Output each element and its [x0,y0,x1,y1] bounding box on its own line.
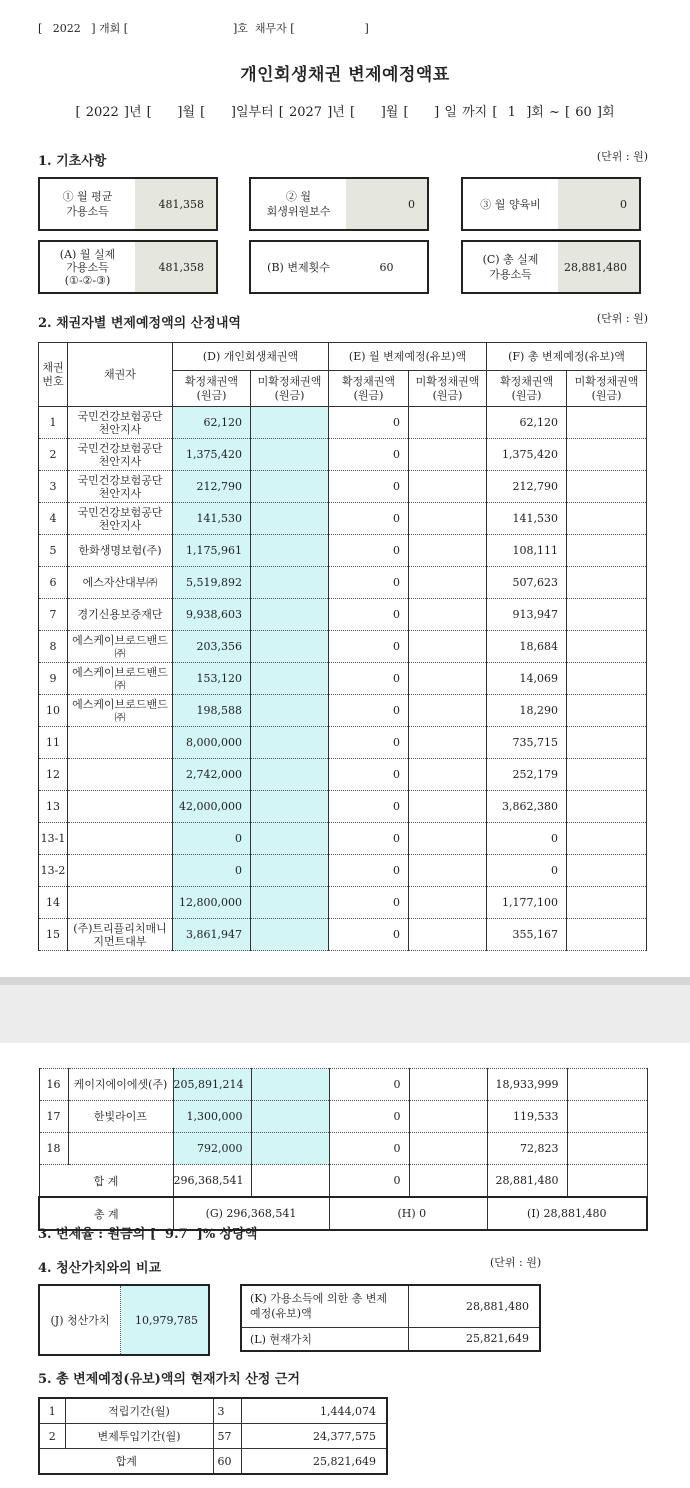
repayment-count-label: (B) 변제횟수 [267,260,330,274]
total-unconfirmed [567,599,647,631]
table-row [39,823,647,855]
col-d-confirmed: 확정채권액 (원금) [173,371,251,407]
claim-confirmed: 3,861,947 [173,919,251,951]
creditor-no: 18 [39,1133,68,1165]
monthly-confirmed: 0 [329,1069,409,1101]
table-row [39,407,647,439]
repayment-period: [ 2022 ]년 [ ]월 [ ]일부터 [ 2027 ]년 [ ]월 [ ] 일 까지 [ 1 ]회 ~ [ 60 ]회 [75,105,615,120]
total-repayment-value: 28,881,480 [408,1285,540,1327]
total-unconfirmed [567,503,647,535]
basis-row-2-value: 24,377,575 [241,1424,387,1449]
monthly-unconfirmed [409,791,487,823]
monthly-unconfirmed [409,407,487,439]
child-support-label: ③ 월 양육비 [480,197,541,211]
comparison-table [240,1284,541,1352]
total-confirmed: 3,862,380 [487,791,567,823]
monthly-unconfirmed [409,471,487,503]
claim-unconfirmed [251,727,329,759]
total-confirmed: 18,290 [487,695,567,727]
basis-row-2-no: 2 [39,1424,65,1449]
creditor-name: 경기신용보증재단 [68,599,173,631]
claim-unconfirmed [251,887,329,919]
total-unconfirmed [567,439,647,471]
basis-row-2-months: 57 [213,1424,241,1449]
table-row [39,631,647,663]
creditor-no: 2 [39,439,68,471]
table-row [39,759,647,791]
creditor-name: 국민건강보험공단 천안지사 [68,471,173,503]
claim-unconfirmed [251,407,329,439]
total-confirmed: 119,533 [487,1101,567,1133]
claim-confirmed: 62,120 [173,407,251,439]
monthly-confirmed: 0 [329,567,409,599]
creditor-no: 15 [39,919,68,951]
page-title: 개인회생채권 변제예정액표 [240,65,450,85]
subtotal-label: 합 계 [39,1165,173,1198]
monthly-confirmed: 0 [329,471,409,503]
total-i: (I) 28,881,480 [487,1197,647,1230]
monthly-unconfirmed [409,759,487,791]
monthly-unconfirmed [409,663,487,695]
subtotal-d: 296,368,541 [173,1165,251,1198]
creditor-name [68,791,173,823]
monthly-confirmed: 0 [329,407,409,439]
creditor-name [68,823,173,855]
claim-unconfirmed [251,631,329,663]
claim-confirmed: 0 [173,823,251,855]
subtotal-e: 0 [329,1165,409,1198]
claim-unconfirmed [251,1101,329,1133]
total-unconfirmed [567,407,647,439]
monthly-confirmed: 0 [329,695,409,727]
section2-unit: (단위 : 원) [596,312,648,325]
creditor-name: (주)트리플리치매니 지먼트대부 [68,919,173,951]
claim-unconfirmed [251,1133,329,1165]
creditor-no: 16 [39,1069,68,1101]
claim-unconfirmed [251,471,329,503]
total-unconfirmed [567,471,647,503]
subtotal-f: 28,881,480 [487,1165,567,1198]
creditor-table [38,342,647,951]
table-row [39,919,647,951]
monthly-confirmed: 0 [329,439,409,471]
total-unconfirmed [567,631,647,663]
table-row [39,1133,647,1165]
section4-unit: (단위 : 원) [490,1256,542,1269]
creditor-no: 4 [39,503,68,535]
section5-heading: 5. 총 변제예정(유보)액의 현재가치 산정 근거 [38,1372,300,1387]
monthly-avg-income-box [38,177,218,231]
monthly-confirmed: 0 [329,663,409,695]
trustee-fee-label: ② 월 회생위원보수 [266,190,331,218]
monthly-avg-income-label: ① 월 평균 가용소득 [62,190,113,218]
total-unconfirmed [567,1069,647,1101]
basis-row-2-label: 변제투입기간(월) [65,1424,213,1449]
claim-confirmed: 792,000 [173,1133,251,1165]
total-confirmed: 1,375,420 [487,439,567,471]
monthly-real-income-label: (A) 월 실제 가용소득 (①-②-③) [59,247,116,287]
monthly-unconfirmed [409,1133,487,1165]
claim-confirmed: 141,530 [173,503,251,535]
claim-unconfirmed [251,535,329,567]
table-row [39,1069,647,1101]
total-unconfirmed [567,791,647,823]
table-row [39,439,647,471]
col-e-monthly: (E) 월 변제예정(유보)액 [329,343,487,371]
total-unconfirmed [567,1101,647,1133]
monthly-unconfirmed [409,439,487,471]
case-header: [ 2022 ] 개회 [ ]호 채무자 [ ] [38,22,369,35]
total-unconfirmed [567,1133,647,1165]
claim-unconfirmed [251,855,329,887]
monthly-unconfirmed [409,855,487,887]
creditor-name: 에스자산대부㈜ [68,567,173,599]
claim-unconfirmed [251,1069,329,1101]
total-unconfirmed [567,535,647,567]
creditor-table-continued [38,1068,648,1231]
basis-row-1-value: 1,444,074 [241,1398,387,1424]
col-d-unconfirmed: 미확정채권액 (원금) [251,371,329,407]
creditor-no: 12 [39,759,68,791]
creditor-name [68,727,173,759]
col-e-confirmed: 확정채권액 (원금) [329,371,409,407]
claim-confirmed: 12,800,000 [173,887,251,919]
table-row [39,535,647,567]
table-row [39,503,647,535]
creditor-name [68,887,173,919]
claim-confirmed: 153,120 [173,663,251,695]
claim-unconfirmed [251,823,329,855]
monthly-confirmed: 0 [329,1101,409,1133]
monthly-unconfirmed [409,503,487,535]
total-confirmed: 252,179 [487,759,567,791]
monthly-unconfirmed [409,919,487,951]
creditor-name: 한빛라이프 [68,1101,173,1133]
present-value-value: 25,821,649 [408,1327,540,1351]
section1-unit: (단위 : 원) [596,150,648,163]
total-unconfirmed [567,727,647,759]
claim-confirmed: 5,519,892 [173,567,251,599]
claim-confirmed: 203,356 [173,631,251,663]
monthly-unconfirmed [409,1069,487,1101]
monthly-confirmed: 0 [329,503,409,535]
creditor-name: 케이지에이에셋(주) [68,1069,173,1101]
claim-confirmed: 1,375,420 [173,439,251,471]
monthly-unconfirmed [409,535,487,567]
total-h: (H) 0 [329,1197,487,1230]
creditor-no: 3 [39,471,68,503]
table-row [39,791,647,823]
claim-confirmed: 1,175,961 [173,535,251,567]
monthly-confirmed: 0 [329,759,409,791]
total-real-income-label: (C) 총 실제 가용소득 [482,253,539,281]
monthly-real-income-value: 481,358 [135,242,216,292]
monthly-unconfirmed [409,1101,487,1133]
subtotal-row [39,1165,647,1198]
creditor-no: 8 [39,631,68,663]
total-real-income-box [461,240,641,294]
claim-unconfirmed [251,567,329,599]
total-repayment-label: (K) 가용소득에 의한 총 변제 예정(유보)액 [241,1285,408,1327]
creditor-no: 13-2 [39,855,68,887]
basis-total-months: 60 [213,1449,241,1475]
monthly-unconfirmed [409,599,487,631]
monthly-confirmed: 0 [329,727,409,759]
table-row [39,855,647,887]
claim-confirmed: 0 [173,855,251,887]
claim-confirmed: 8,000,000 [173,727,251,759]
table-row [39,887,647,919]
total-confirmed: 913,947 [487,599,567,631]
total-confirmed: 62,120 [487,407,567,439]
col-e-unconfirmed: 미확정채권액 (원금) [409,371,487,407]
section4-heading: 4. 청산가치와의 비교 [38,1261,162,1276]
total-confirmed: 212,790 [487,471,567,503]
total-confirmed: 0 [487,855,567,887]
claim-unconfirmed [251,695,329,727]
table-row [39,567,647,599]
liquidation-value-box [38,1284,210,1356]
monthly-confirmed: 0 [329,791,409,823]
creditor-no: 10 [39,695,68,727]
total-real-income-value: 28,881,480 [558,242,639,292]
basis-row-1-label: 적립기간(월) [65,1398,213,1424]
basis-total-value: 25,821,649 [241,1449,387,1475]
creditor-no: 14 [39,887,68,919]
monthly-unconfirmed [409,567,487,599]
trustee-fee-value: 0 [346,179,427,229]
monthly-unconfirmed [409,823,487,855]
monthly-unconfirmed [409,887,487,919]
table-row [39,663,647,695]
creditor-name: 에스케이브로드밴드 ㈜ [68,695,173,727]
claim-confirmed: 42,000,000 [173,791,251,823]
total-unconfirmed [567,695,647,727]
total-confirmed: 1,177,100 [487,887,567,919]
col-f-confirmed: 확정채권액 (원금) [487,371,567,407]
claim-confirmed: 9,938,603 [173,599,251,631]
claim-confirmed: 198,588 [173,695,251,727]
monthly-avg-income-value: 481,358 [135,179,216,229]
claim-confirmed: 2,742,000 [173,759,251,791]
claim-unconfirmed [251,759,329,791]
total-unconfirmed [567,855,647,887]
claim-unconfirmed [251,791,329,823]
creditor-no: 13-1 [39,823,68,855]
total-confirmed: 141,530 [487,503,567,535]
col-creditor: 채권자 [68,343,173,407]
total-confirmed: 108,111 [487,535,567,567]
creditor-no: 9 [39,663,68,695]
basis-row-1-months: 3 [213,1398,241,1424]
total-unconfirmed [567,887,647,919]
col-f-total: (F) 총 변제예정(유보)액 [487,343,647,371]
table-row [39,599,647,631]
table-row [39,695,647,727]
total-label: 총 계 [39,1197,173,1230]
creditor-no: 13 [39,791,68,823]
total-confirmed: 507,623 [487,567,567,599]
total-unconfirmed [567,663,647,695]
child-support-value: 0 [558,179,639,229]
monthly-confirmed: 0 [329,1133,409,1165]
creditor-no: 5 [39,535,68,567]
monthly-confirmed: 0 [329,535,409,567]
creditor-name: 국민건강보험공단 천안지사 [68,439,173,471]
total-confirmed: 735,715 [487,727,567,759]
total-unconfirmed [567,823,647,855]
repayment-count-value: 60 [346,242,427,292]
claim-confirmed: 205,891,214 [173,1069,251,1101]
monthly-unconfirmed [409,631,487,663]
page-break [0,977,690,1043]
monthly-unconfirmed [409,727,487,759]
total-unconfirmed [567,759,647,791]
creditor-name: 에스케이브로드밴드 ㈜ [68,631,173,663]
creditor-name: 국민건강보험공단 천안지사 [68,407,173,439]
claim-confirmed: 212,790 [173,471,251,503]
section3-heading: 3. 변제율 : 원금의 [ 9.7 ]% 상당액 [38,1227,258,1242]
total-confirmed: 14,069 [487,663,567,695]
section1-heading: 1. 기초사항 [38,154,107,169]
creditor-no: 11 [39,727,68,759]
creditor-no: 1 [39,407,68,439]
total-confirmed: 355,167 [487,919,567,951]
monthly-confirmed: 0 [329,887,409,919]
col-d-claim: (D) 개인회생채권액 [173,343,329,371]
present-value-basis-table [38,1397,388,1475]
monthly-confirmed: 0 [329,823,409,855]
table-row [39,1101,647,1133]
total-confirmed: 72,823 [487,1133,567,1165]
creditor-name [68,1133,173,1165]
creditor-name: 에스케이브로드밴드 ㈜ [68,663,173,695]
repayment-count-box [249,240,429,294]
present-value-label: (L) 현재가치 [241,1327,408,1351]
trustee-fee-box [249,177,429,231]
table-row [39,727,647,759]
basis-total-label: 합계 [39,1449,213,1475]
monthly-confirmed: 0 [329,855,409,887]
table-row [39,471,647,503]
creditor-no: 7 [39,599,68,631]
section2-heading: 2. 채권자별 변제예정액의 산정내역 [38,316,241,331]
total-confirmed: 0 [487,823,567,855]
creditor-name: 국민건강보험공단 천안지사 [68,503,173,535]
monthly-confirmed: 0 [329,631,409,663]
creditor-name [68,855,173,887]
creditor-no: 17 [39,1101,68,1133]
claim-unconfirmed [251,599,329,631]
total-unconfirmed [567,567,647,599]
col-f-unconfirmed: 미확정채권액 (원금) [567,371,647,407]
total-confirmed: 18,684 [487,631,567,663]
creditor-no: 6 [39,567,68,599]
total-unconfirmed [567,919,647,951]
monthly-confirmed: 0 [329,919,409,951]
liquidation-value-amount: 10,979,785 [121,1286,208,1354]
col-creditor-no: 채권 번호 [39,343,68,407]
monthly-confirmed: 0 [329,599,409,631]
claim-unconfirmed [251,663,329,695]
claim-confirmed: 1,300,000 [173,1101,251,1133]
monthly-unconfirmed [409,695,487,727]
basis-row-1-no: 1 [39,1398,65,1424]
liquidation-value-label: (J) 청산가치 [40,1286,121,1354]
monthly-real-income-box [38,240,218,294]
claim-unconfirmed [251,503,329,535]
total-confirmed: 18,933,999 [487,1069,567,1101]
claim-unconfirmed [251,919,329,951]
total-g: (G) 296,368,541 [173,1197,329,1230]
creditor-name [68,759,173,791]
child-support-box [461,177,641,231]
creditor-name: 한화생명보험(주) [68,535,173,567]
claim-unconfirmed [251,439,329,471]
